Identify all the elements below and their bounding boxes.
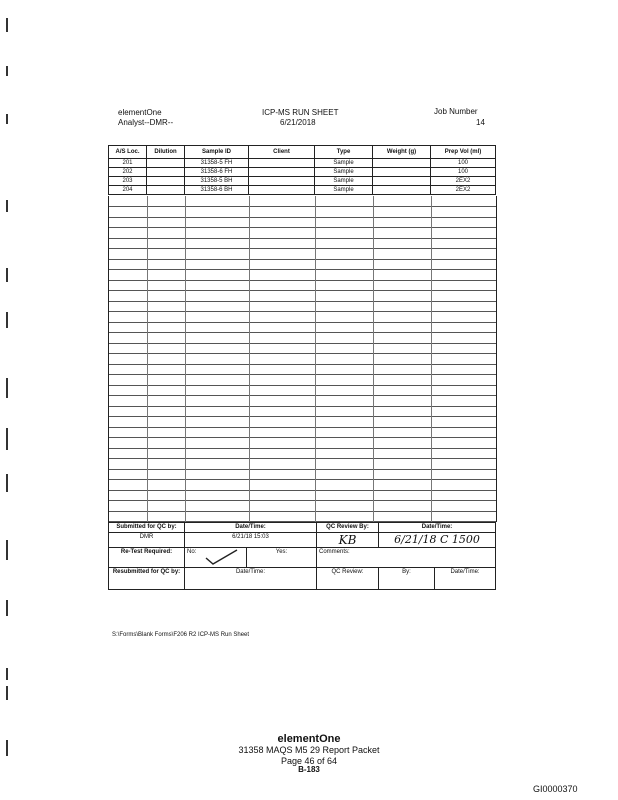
scan-mark [6, 600, 8, 616]
ruled-line [109, 290, 496, 291]
cell-client [249, 177, 315, 186]
ruled-line [109, 280, 496, 281]
qc-signoff-table [108, 522, 496, 590]
scan-mark [6, 740, 8, 756]
scan-mark [6, 268, 8, 282]
cell-prep-vol: 2EX2 [431, 186, 496, 195]
cell-weight [373, 159, 431, 168]
col-header: Dilution [147, 146, 185, 159]
datetime-label: Date/Time: [185, 523, 317, 533]
scan-mark [6, 428, 8, 450]
sheet-title: ICP-MS RUN SHEET [262, 108, 339, 117]
scan-mark [6, 668, 8, 680]
ruled-line [109, 416, 496, 417]
ruled-line [109, 227, 496, 228]
cell-sample-id: 31358-5 BH [185, 177, 249, 186]
submitted-by: DMR [109, 533, 185, 548]
checkmark-icon [203, 548, 239, 566]
cell-sample-id: 31358-5 FH [185, 159, 249, 168]
table-row [109, 168, 496, 177]
ruled-line [109, 206, 496, 207]
run-date: 6/21/2018 [280, 118, 316, 127]
cell-loc: 204 [109, 186, 147, 195]
ruled-line [109, 322, 496, 323]
ruled-line [109, 490, 496, 491]
empty-table-area [108, 196, 497, 522]
cell-dilution [147, 186, 185, 195]
scan-mark [6, 378, 8, 398]
scan-mark [6, 540, 8, 560]
bates-stamp: B-183 [298, 765, 320, 774]
ruled-line [109, 311, 496, 312]
run-table [108, 145, 496, 195]
ruled-line [109, 511, 496, 512]
scan-mark [6, 474, 8, 492]
cell-prep-vol: 100 [431, 159, 496, 168]
document-number: GI0000370 [533, 784, 578, 794]
scan-mark [6, 66, 8, 76]
qc-review-label: QC Review By: [317, 523, 379, 533]
scan-mark [6, 114, 8, 124]
ruled-line [109, 364, 496, 365]
ruled-column [185, 196, 186, 522]
cell-dilution [147, 177, 185, 186]
job-number: 14 [476, 118, 485, 127]
cell-loc: 201 [109, 159, 147, 168]
ruled-line [109, 479, 496, 480]
cell-sample-id: 31358-6 FH [185, 168, 249, 177]
ruled-column [373, 196, 374, 522]
comments-label: Comments: [317, 548, 496, 568]
form-path: S:\Forms\Blank Forms\F206 R2 ICP-MS Run Sheet [112, 632, 250, 638]
page-number: Page 46 of 64 [280, 756, 338, 766]
retest-label: Re-Test Required: [109, 548, 185, 568]
report-packet: 31358 MAQS M5 29 Report Packet [238, 745, 380, 755]
ruled-column [315, 196, 316, 522]
submitted-label: Submitted for QC by: [109, 523, 185, 533]
ruled-column [249, 196, 250, 522]
table-row [109, 177, 496, 186]
resubmitted-label: Resubmitted for QC by: [109, 568, 185, 590]
ruled-line [109, 269, 496, 270]
ruled-line [109, 259, 496, 260]
qc-reviewer-signature: KB [317, 533, 379, 548]
table-row [109, 186, 496, 195]
cell-loc: 202 [109, 168, 147, 177]
date-time-label: Date/Time: [379, 523, 496, 533]
ruled-line [109, 385, 496, 386]
company-name: elementOne [118, 108, 162, 117]
cell-client [249, 186, 315, 195]
ruled-line [109, 427, 496, 428]
retest-no-cell [185, 548, 247, 568]
table-header-row [109, 146, 496, 159]
col-header: Type [315, 146, 373, 159]
scan-mark [6, 200, 8, 212]
cell-weight [373, 177, 431, 186]
ruled-line [109, 248, 496, 249]
col-header: Client [249, 146, 315, 159]
cell-loc: 203 [109, 177, 147, 186]
ruled-line [109, 343, 496, 344]
cell-type: Sample [315, 168, 373, 177]
ruled-line [109, 448, 496, 449]
ruled-line [109, 469, 496, 470]
job-number-label: Job Number [434, 107, 478, 116]
table-row [109, 159, 496, 168]
scan-mark [6, 686, 8, 700]
ruled-line [109, 458, 496, 459]
ruled-line [109, 353, 496, 354]
qc-review2-label: QC Review: [317, 568, 379, 590]
by-label: By: [379, 568, 435, 590]
scan-mark [6, 18, 8, 32]
cell-dilution [147, 159, 185, 168]
datetime2-label: Date/Time: [435, 568, 496, 590]
cell-type: Sample [315, 177, 373, 186]
cell-weight [373, 186, 431, 195]
ruled-line [109, 301, 496, 302]
cell-sample-id: 31358-6 BH [185, 186, 249, 195]
yes-label: Yes: [247, 548, 317, 568]
ruled-line [109, 238, 496, 239]
cell-type: Sample [315, 186, 373, 195]
ruled-line [109, 374, 496, 375]
ruled-line [109, 217, 496, 218]
scan-mark [6, 312, 8, 328]
ruled-column [147, 196, 148, 522]
submitted-datetime: 6/21/18 15:03 [185, 533, 317, 548]
footer-company: elementOne [277, 733, 341, 745]
cell-dilution [147, 168, 185, 177]
cell-client [249, 159, 315, 168]
cell-weight [373, 168, 431, 177]
ruled-line [109, 500, 496, 501]
analyst: Analyst--DMR-- [118, 118, 174, 127]
col-header: Weight (g) [373, 146, 431, 159]
cell-client [249, 168, 315, 177]
ruled-line [109, 395, 496, 396]
cell-prep-vol: 2EX2 [431, 177, 496, 186]
no-label: No: [187, 549, 197, 555]
ruled-column [431, 196, 432, 522]
ruled-line [109, 332, 496, 333]
col-header: Sample ID [185, 146, 249, 159]
col-header: Prep Vol (ml) [431, 146, 496, 159]
qc-handwritten-datetime: 6/21/18 C 1500 [379, 533, 496, 548]
cell-prep-vol: 100 [431, 168, 496, 177]
col-header: A/S Loc. [109, 146, 147, 159]
resub-datetime-label: Date/Time: [185, 568, 317, 590]
ruled-line [109, 406, 496, 407]
ruled-line [109, 437, 496, 438]
cell-type: Sample [315, 159, 373, 168]
